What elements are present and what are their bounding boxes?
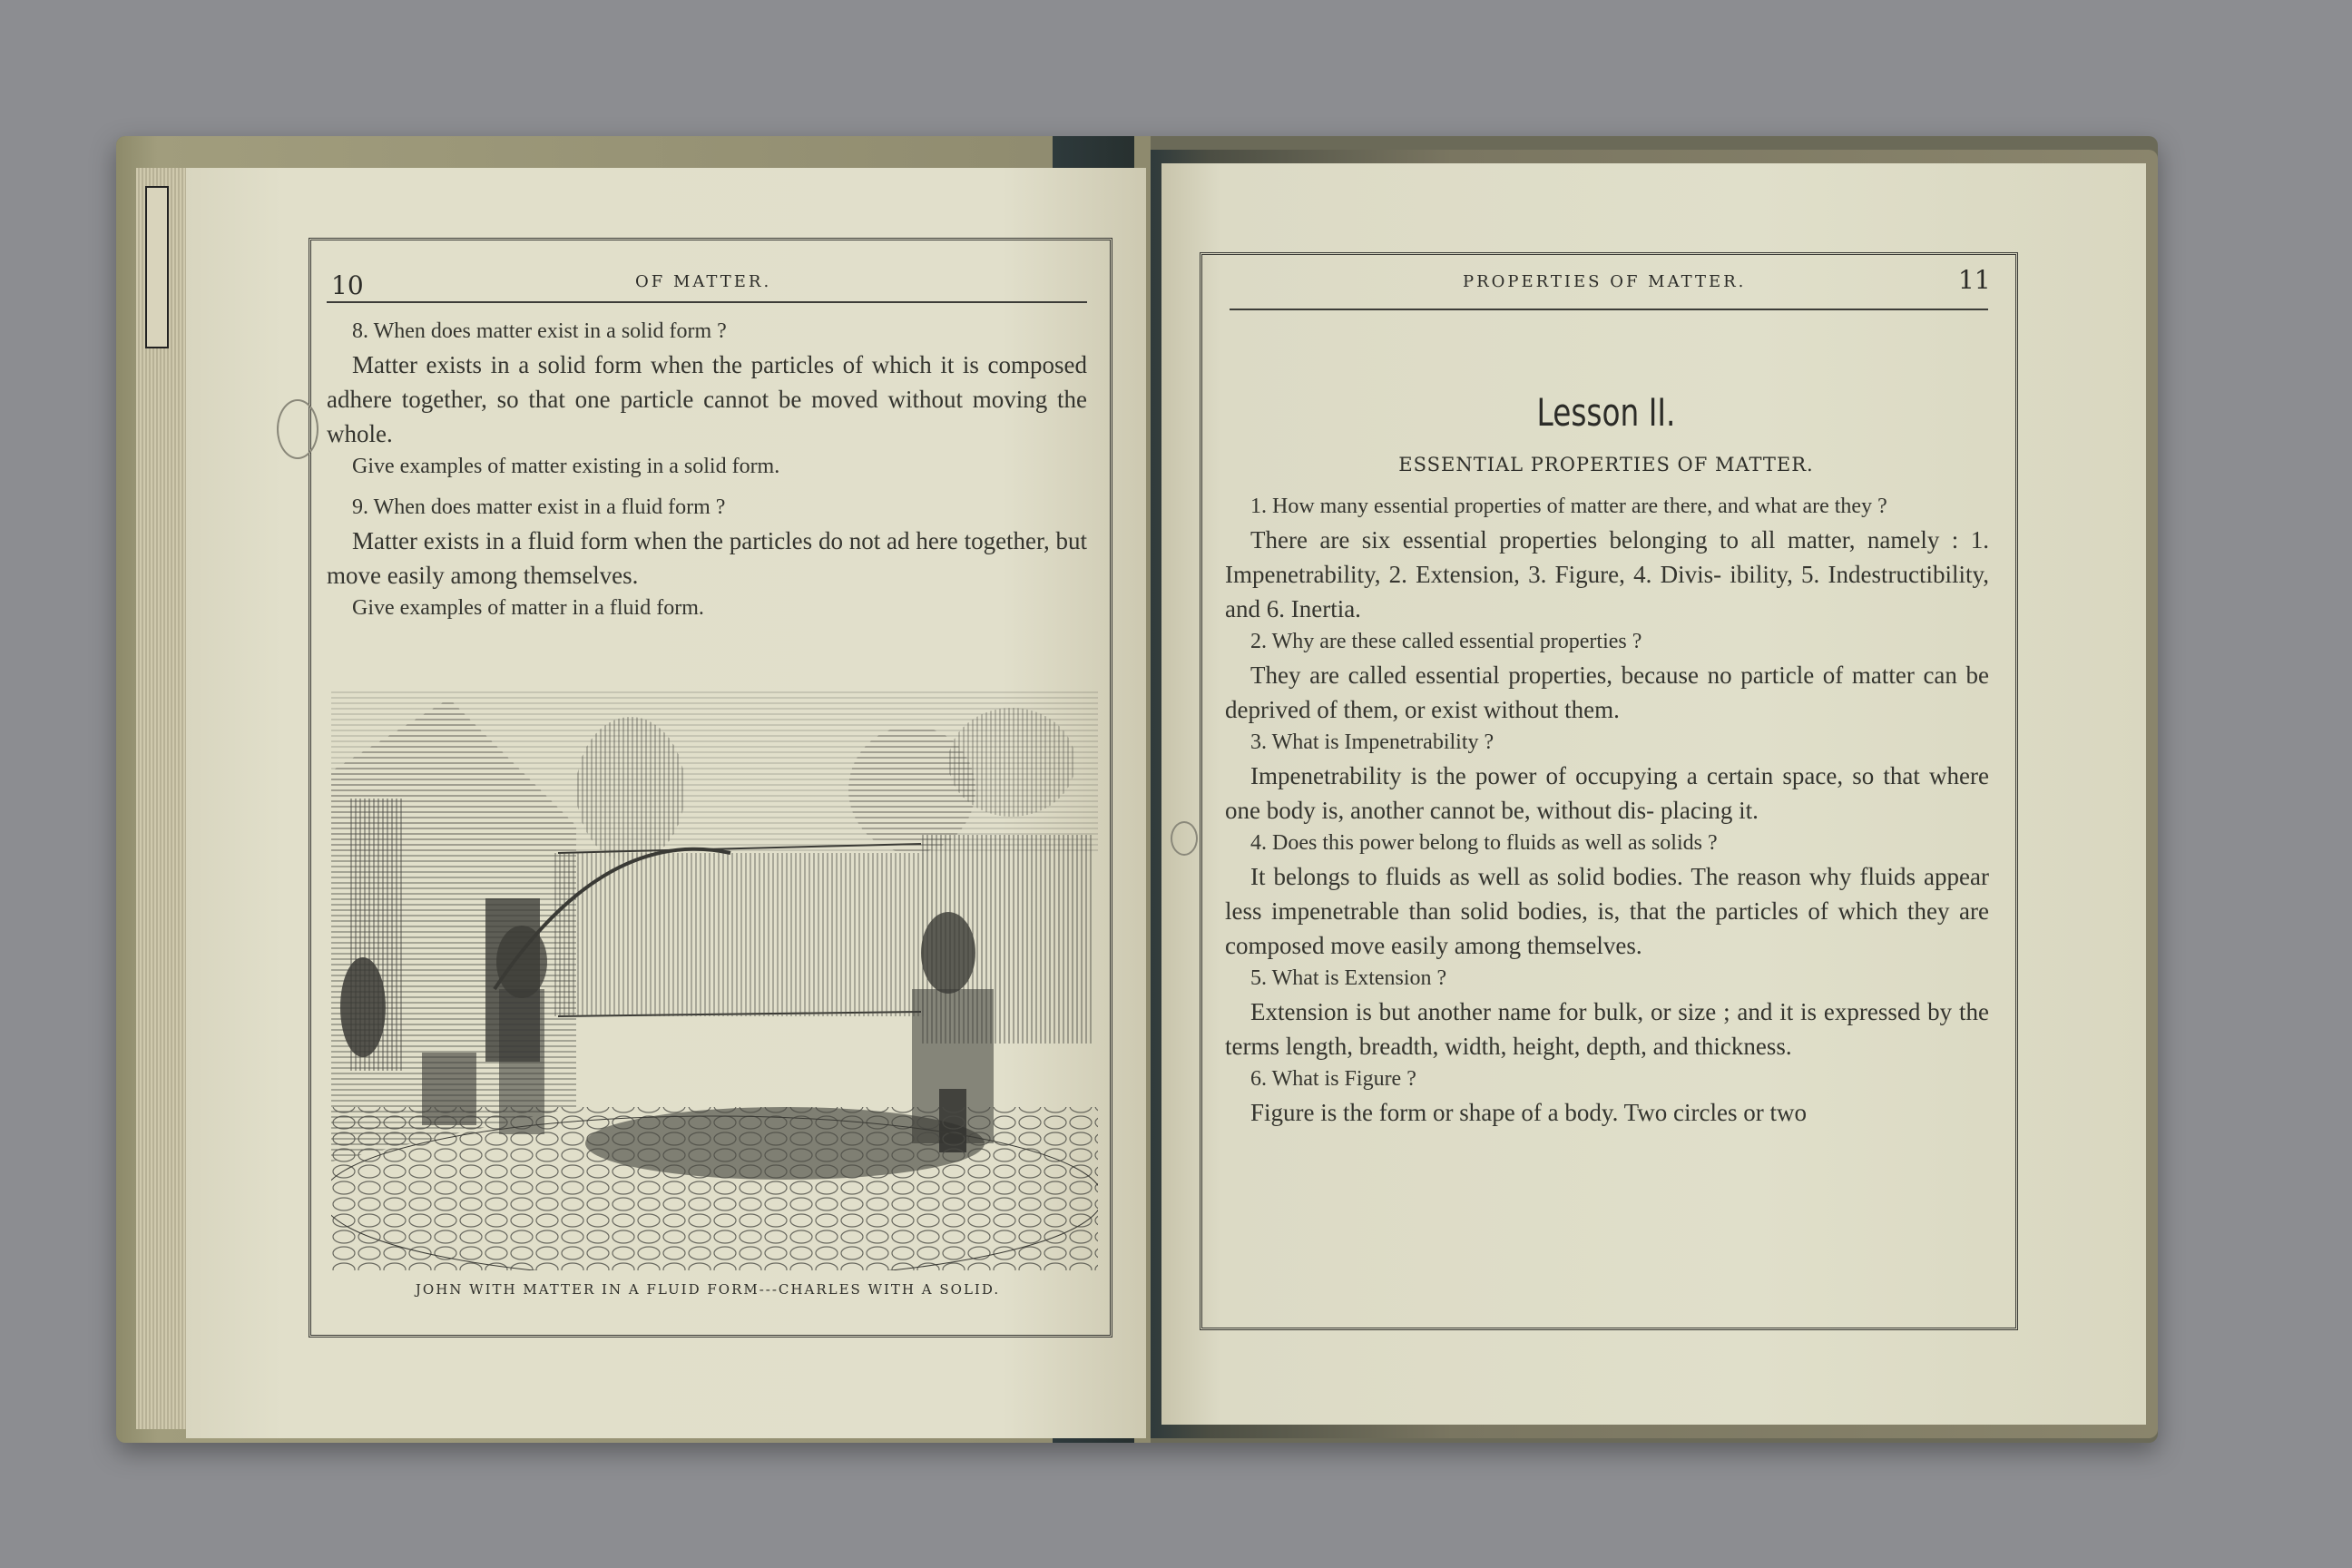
left-page-text bbox=[327, 319, 1087, 624]
examples-8: Give examples of matter existing in a solid form. bbox=[352, 455, 780, 478]
left-head-rule bbox=[327, 301, 1087, 303]
answer-5: Extension is but another name for bulk, or size ; and it is expressed by the terms length, breadth, width, height, depth, and thickness. bbox=[1225, 998, 1989, 1060]
answer-8: Matter exists in a solid form when the particles of which it is composed adhere together, so that one particle cannot be moved without moving the whole. bbox=[327, 351, 1087, 447]
question-5: 5. What is Extension ? bbox=[1250, 966, 1447, 990]
right-page-number: 11 bbox=[1958, 265, 1991, 295]
lesson-title: Lesson II. bbox=[1536, 390, 1676, 435]
illustration-caption: JOHN WITH MATTER IN A FLUID FORM---CHARLES WITH A SOLID. bbox=[415, 1281, 1001, 1298]
answer-9: Matter exists in a fluid form when the particles do not ad here together, but move easily among themselves. bbox=[327, 527, 1087, 589]
pencil-mark bbox=[277, 399, 318, 459]
examples-9: Give examples of matter in a fluid form. bbox=[352, 596, 704, 620]
question-9: 9. When does matter exist in a fluid form ? bbox=[352, 495, 726, 519]
answer-6: Figure is the form or shape of a body. Two circles or two bbox=[1250, 1099, 1807, 1126]
left-page-number: 10 bbox=[331, 270, 364, 300]
answer-1: There are six essential properties belonging to all matter, namely : 1. Impenetrability, 2. Extension, 3. Figure, 4. Divis- ibility, 5. Indestructibility, and 6. Inertia. bbox=[1225, 526, 1989, 622]
answer-2: They are called essential properties, because no particle of matter can be deprived of them, or exist without them. bbox=[1225, 662, 1989, 723]
engraving-illustration bbox=[331, 690, 1098, 1270]
left-running-head: OF MATTER. bbox=[635, 272, 772, 291]
page-edges bbox=[136, 168, 191, 1429]
right-page-text bbox=[1225, 495, 1989, 1133]
right-head-rule bbox=[1230, 309, 1988, 310]
cover-label bbox=[145, 186, 169, 348]
question-6: 6. What is Figure ? bbox=[1250, 1067, 1416, 1091]
answer-4: It belongs to fluids as well as solid bodies. The reason why fluids appear less impenetrable than solid bodies, is, that the particles of which they are composed move easily among themselves. bbox=[1225, 863, 1989, 959]
question-4: 4. Does this power belong to fluids as well as solids ? bbox=[1250, 831, 1718, 855]
answer-3: Impenetrability is the power of occupying a certain space, so that where one body is, another cannot be, without dis- placing it. bbox=[1225, 762, 1989, 824]
pencil-mark-right bbox=[1171, 821, 1198, 856]
question-3: 3. What is Impenetrability ? bbox=[1250, 730, 1494, 754]
lesson-subheading: ESSENTIAL PROPERTIES OF MATTER. bbox=[1398, 454, 1814, 475]
question-1: 1. How many essential properties of matter are there, and what are they ? bbox=[1250, 495, 1887, 518]
right-running-head: PROPERTIES OF MATTER. bbox=[1463, 272, 1747, 291]
question-8: 8. When does matter exist in a solid form ? bbox=[352, 319, 727, 343]
question-2: 2. Why are these called essential properties ? bbox=[1250, 630, 1642, 653]
